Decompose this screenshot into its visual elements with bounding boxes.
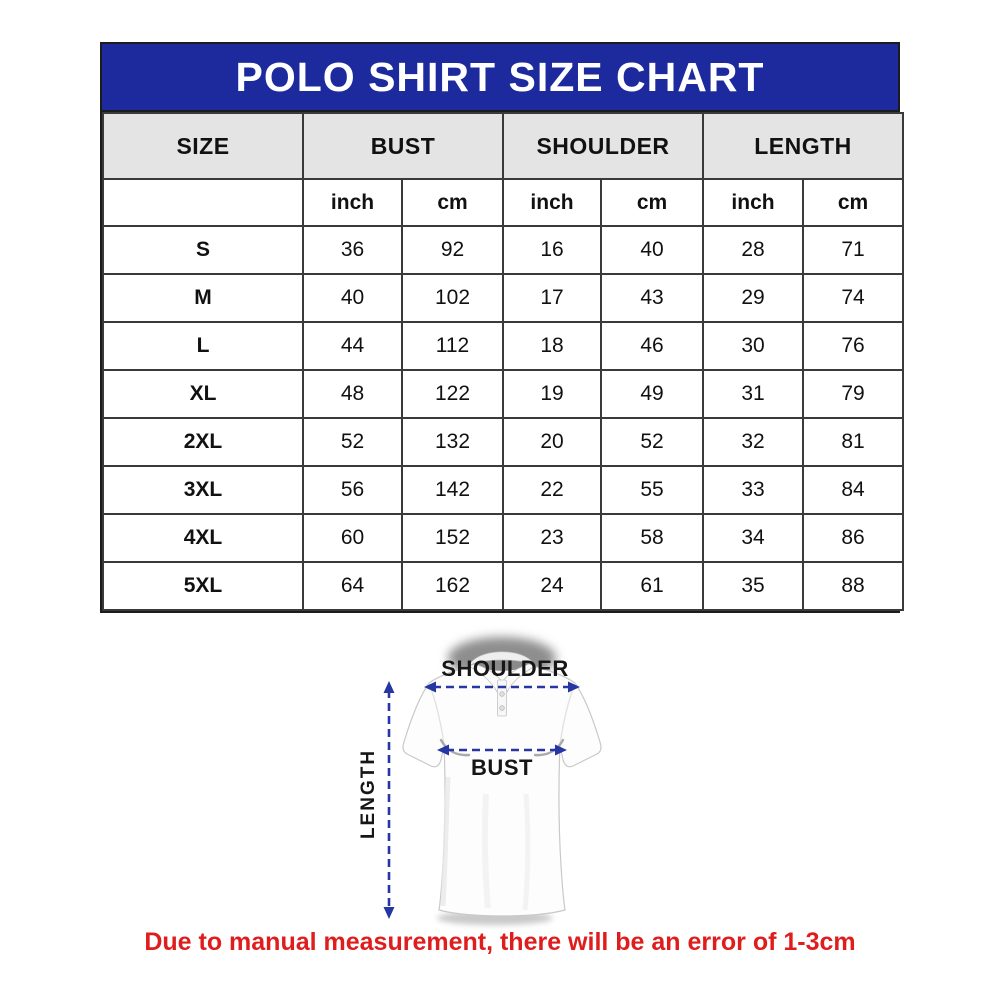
shoulder-cm-value: 58	[601, 514, 703, 562]
table-row	[103, 226, 903, 274]
bust-cm-value: 132	[402, 418, 503, 466]
bust-inch-value: 48	[303, 370, 402, 418]
bust-cm-value: 122	[402, 370, 503, 418]
length-cm-value: 84	[803, 466, 903, 514]
length-cm-value: 71	[803, 226, 903, 274]
unit-header-shoulder-cm: cm	[601, 179, 703, 226]
length-inch-value: 30	[703, 322, 803, 370]
length-inch-value: 31	[703, 370, 803, 418]
bust-cm-value: 152	[402, 514, 503, 562]
length-arrow	[384, 681, 395, 919]
polo-shirt-figure	[345, 622, 665, 934]
bust-inch-value: 56	[303, 466, 402, 514]
shoulder-inch-value: 19	[503, 370, 601, 418]
shoulder-inch-value: 16	[503, 226, 601, 274]
unit-header-bust-inch: inch	[303, 179, 402, 226]
bust-measure-label: BUST	[471, 755, 533, 780]
length-cm-value: 76	[803, 322, 903, 370]
shoulder-cm-value: 46	[601, 322, 703, 370]
title-bar	[102, 44, 898, 112]
table-row	[103, 370, 903, 418]
size-label: S	[103, 226, 303, 274]
polo-shirt-illustration	[403, 652, 601, 916]
bust-inch-value: 52	[303, 418, 402, 466]
bust-inch-value: 36	[303, 226, 402, 274]
measurement-error-note: Due to manual measurement, there will be an error of 1-3cm	[144, 928, 856, 956]
shoulder-cm-value: 61	[601, 562, 703, 610]
unit-header-bust-cm: cm	[402, 179, 503, 226]
table-row	[103, 322, 903, 370]
length-measure-label: LENGTH	[358, 748, 379, 840]
column-header-size: SIZE	[103, 113, 303, 179]
length-inch-value: 35	[703, 562, 803, 610]
length-inch-value: 32	[703, 418, 803, 466]
shoulder-inch-value: 23	[503, 514, 601, 562]
page-title: POLO SHIRT SIZE CHART	[235, 53, 765, 100]
column-header-bust: BUST	[303, 113, 503, 179]
shoulder-cm-value: 52	[601, 418, 703, 466]
column-header-shoulder: SHOULDER	[503, 113, 703, 179]
size-label: M	[103, 274, 303, 322]
length-cm-value: 81	[803, 418, 903, 466]
length-inch-value: 33	[703, 466, 803, 514]
table-row	[103, 514, 903, 562]
bust-inch-value: 64	[303, 562, 402, 610]
shoulder-inch-value: 20	[503, 418, 601, 466]
shoulder-measure-label: SHOULDER	[441, 656, 569, 681]
length-cm-value: 88	[803, 562, 903, 610]
table-row	[103, 466, 903, 514]
bust-inch-value: 60	[303, 514, 402, 562]
shoulder-cm-value: 40	[601, 226, 703, 274]
shoulder-inch-value: 18	[503, 322, 601, 370]
length-inch-value: 28	[703, 226, 803, 274]
bust-cm-value: 112	[402, 322, 503, 370]
bust-inch-value: 44	[303, 322, 402, 370]
shoulder-cm-value: 55	[601, 466, 703, 514]
shoulder-inch-value: 22	[503, 466, 601, 514]
bust-inch-value: 40	[303, 274, 402, 322]
unit-header-length-inch: inch	[703, 179, 803, 226]
length-cm-value: 79	[803, 370, 903, 418]
size-chart-box	[100, 42, 900, 613]
table-unit-header-row	[103, 179, 903, 226]
length-inch-value: 34	[703, 514, 803, 562]
table-row	[103, 562, 903, 610]
length-cm-value: 74	[803, 274, 903, 322]
placket-button	[500, 706, 505, 711]
size-table	[102, 112, 904, 611]
table-row	[103, 418, 903, 466]
length-cm-value: 86	[803, 514, 903, 562]
unit-header-length-cm: cm	[803, 179, 903, 226]
shoulder-cm-value: 49	[601, 370, 703, 418]
shoulder-inch-value: 24	[503, 562, 601, 610]
size-label: XL	[103, 370, 303, 418]
size-label: 5XL	[103, 562, 303, 610]
size-label: 3XL	[103, 466, 303, 514]
size-label: 2XL	[103, 418, 303, 466]
bust-cm-value: 142	[402, 466, 503, 514]
placket-button	[500, 692, 505, 697]
bust-cm-value: 102	[402, 274, 503, 322]
unit-header-shoulder-inch: inch	[503, 179, 601, 226]
column-header-length: LENGTH	[703, 113, 903, 179]
bust-cm-value: 162	[402, 562, 503, 610]
bust-cm-value: 92	[402, 226, 503, 274]
length-inch-value: 29	[703, 274, 803, 322]
shoulder-cm-value: 43	[601, 274, 703, 322]
size-label: 4XL	[103, 514, 303, 562]
unit-header-spacer	[103, 179, 303, 226]
shoulder-inch-value: 17	[503, 274, 601, 322]
table-row	[103, 274, 903, 322]
table-group-header-row	[103, 113, 903, 179]
size-label: L	[103, 322, 303, 370]
